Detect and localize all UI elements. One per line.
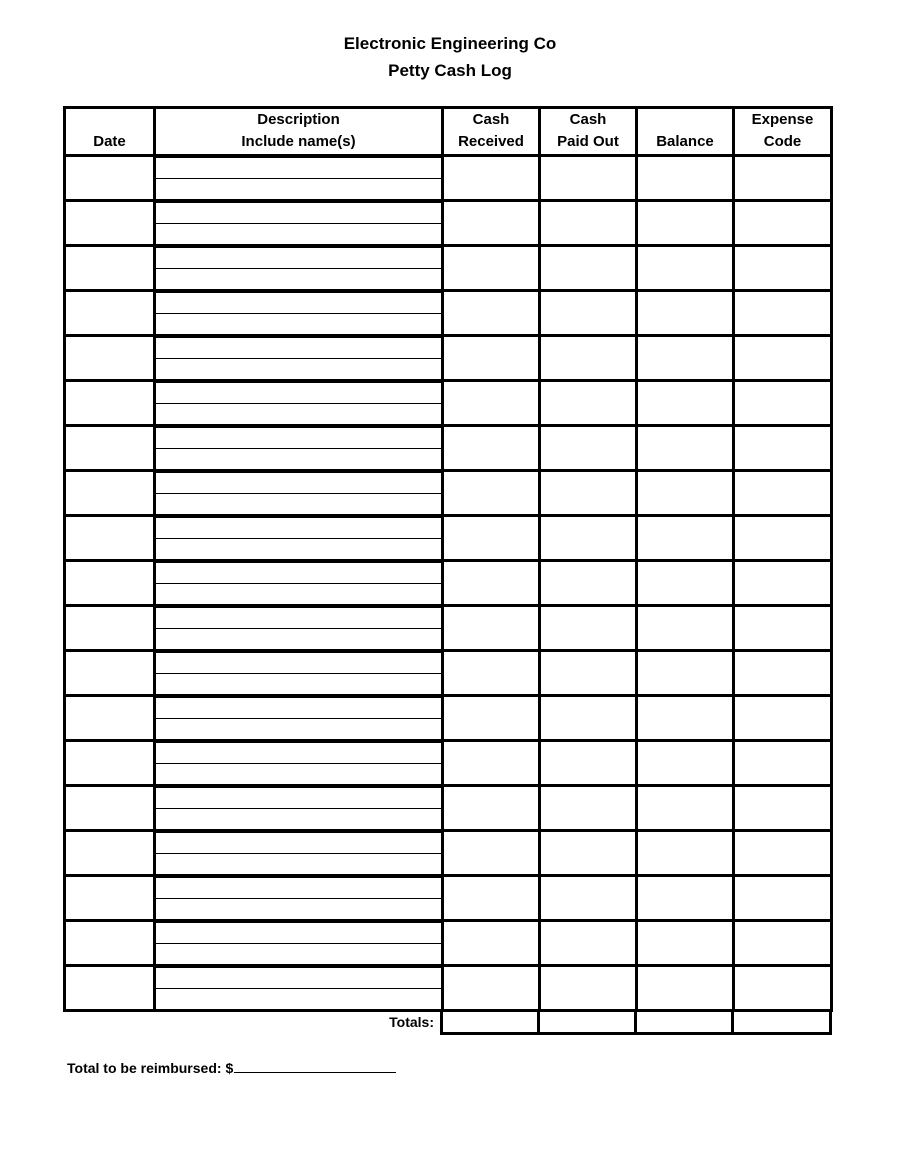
date-cell[interactable] — [65, 471, 155, 516]
table-row — [65, 561, 832, 606]
cash-paid-out-cell[interactable] — [540, 246, 637, 291]
header-expense-line2: Code — [763, 133, 802, 150]
description-cell[interactable] — [155, 561, 443, 606]
balance-cell[interactable] — [637, 246, 734, 291]
date-cell[interactable] — [65, 831, 155, 876]
balance-cell[interactable] — [637, 966, 734, 1011]
description-writing-line — [156, 247, 441, 248]
cash-received-cell[interactable] — [443, 516, 540, 561]
header-balance: Balance — [637, 108, 734, 156]
description-cell[interactable] — [155, 876, 443, 921]
description-writing-line — [156, 697, 441, 698]
description-writing-line — [156, 157, 441, 158]
balance-cell[interactable] — [637, 201, 734, 246]
table-row — [65, 201, 832, 246]
cash-paid-out-cell[interactable] — [540, 336, 637, 381]
cash-received-cell[interactable] — [443, 876, 540, 921]
date-cell[interactable] — [65, 921, 155, 966]
description-cell[interactable] — [155, 156, 443, 201]
date-cell[interactable] — [65, 246, 155, 291]
header-description — [155, 108, 443, 156]
cash-paid-out-cell[interactable] — [540, 561, 637, 606]
description-writing-line — [156, 472, 441, 473]
description-writing-line — [156, 358, 441, 359]
description-cell[interactable] — [155, 201, 443, 246]
log-body — [65, 156, 832, 1011]
expense-code-cell[interactable] — [734, 336, 832, 381]
header-row — [65, 108, 832, 156]
description-writing-line — [156, 382, 441, 383]
description-writing-line — [156, 313, 441, 314]
balance-cell[interactable] — [637, 786, 734, 831]
balance-cell[interactable] — [637, 426, 734, 471]
description-writing-line — [156, 763, 441, 764]
description-writing-line — [156, 832, 441, 833]
expense-code-cell[interactable] — [734, 606, 832, 651]
description-writing-line — [156, 517, 441, 518]
expense-code-cell[interactable] — [734, 921, 832, 966]
header-description-line2: Include name(s) — [241, 133, 356, 150]
cash-received-cell[interactable] — [443, 561, 540, 606]
cash-paid-out-cell[interactable] — [540, 606, 637, 651]
cash-received-cell[interactable] — [443, 246, 540, 291]
balance-cell[interactable] — [637, 471, 734, 516]
description-cell[interactable] — [155, 921, 443, 966]
description-writing-line — [156, 673, 441, 674]
cash-received-cell[interactable] — [443, 156, 540, 201]
date-cell[interactable] — [65, 426, 155, 471]
balance-cell[interactable] — [637, 651, 734, 696]
balance-cell[interactable] — [637, 741, 734, 786]
expense-code-cell[interactable] — [734, 246, 832, 291]
cash-paid-out-cell[interactable] — [540, 426, 637, 471]
cash-paid-out-cell[interactable] — [540, 966, 637, 1011]
table-row — [65, 696, 832, 741]
expense-code-cell[interactable] — [734, 471, 832, 516]
date-cell[interactable] — [65, 561, 155, 606]
description-writing-line — [156, 403, 441, 404]
cash-received-cell[interactable] — [443, 291, 540, 336]
cash-paid-out-cell[interactable] — [540, 156, 637, 201]
expense-code-cell[interactable] — [734, 651, 832, 696]
expense-code-cell[interactable] — [734, 516, 832, 561]
balance-cell[interactable] — [637, 561, 734, 606]
cash-received-cell[interactable] — [443, 336, 540, 381]
header-expense-code — [734, 108, 832, 156]
description-writing-line — [156, 337, 441, 338]
table-row — [65, 606, 832, 651]
description-writing-line — [156, 967, 441, 968]
description-cell[interactable] — [155, 696, 443, 741]
table-row — [65, 336, 832, 381]
description-writing-line — [156, 877, 441, 878]
date-cell[interactable] — [65, 786, 155, 831]
expense-code-cell[interactable] — [734, 156, 832, 201]
header-cash-received — [443, 108, 540, 156]
cash-paid-out-cell[interactable] — [540, 651, 637, 696]
description-cell[interactable] — [155, 651, 443, 696]
table-row — [65, 246, 832, 291]
date-cell[interactable] — [65, 741, 155, 786]
description-writing-line — [156, 448, 441, 449]
date-cell[interactable] — [65, 651, 155, 696]
expense-code-cell[interactable] — [734, 696, 832, 741]
description-writing-line — [156, 562, 441, 563]
header-cash-paid-out — [540, 108, 637, 156]
cash-received-cell[interactable] — [443, 381, 540, 426]
cash-paid-out-cell[interactable] — [540, 291, 637, 336]
description-cell[interactable] — [155, 606, 443, 651]
cash-received-cell[interactable] — [443, 831, 540, 876]
description-cell[interactable] — [155, 786, 443, 831]
description-writing-line — [156, 652, 441, 653]
description-writing-line — [156, 898, 441, 899]
expense-code-cell[interactable] — [734, 876, 832, 921]
table-row — [65, 966, 832, 1011]
balance-cell[interactable] — [637, 516, 734, 561]
cash-received-cell[interactable] — [443, 921, 540, 966]
description-writing-line — [156, 718, 441, 719]
cash-received-cell[interactable] — [443, 966, 540, 1011]
table-row — [65, 291, 832, 336]
expense-code-cell[interactable] — [734, 831, 832, 876]
table-row — [65, 741, 832, 786]
reimburse-line — [67, 1058, 396, 1076]
total-cash-received-field[interactable] — [442, 1010, 539, 1033]
header-expense-line1: Expense — [751, 111, 814, 128]
header-description-line1: Description — [257, 111, 340, 128]
date-cell[interactable] — [65, 966, 155, 1011]
description-writing-line — [156, 628, 441, 629]
description-writing-line — [156, 202, 441, 203]
reimburse-amount-field[interactable] — [234, 1058, 396, 1073]
header-date: Date — [65, 108, 155, 156]
description-writing-line — [156, 808, 441, 809]
cash-paid-out-cell[interactable] — [540, 696, 637, 741]
cash-received-cell[interactable] — [443, 606, 540, 651]
cash-paid-out-cell[interactable] — [540, 876, 637, 921]
balance-cell[interactable] — [637, 831, 734, 876]
balance-cell[interactable] — [637, 291, 734, 336]
description-cell[interactable] — [155, 291, 443, 336]
table-row — [65, 156, 832, 201]
header-cash-received-line1: Cash — [472, 111, 510, 128]
description-writing-line — [156, 988, 441, 989]
description-cell[interactable] — [155, 966, 443, 1011]
header-cash-received-line2: Received — [458, 133, 524, 150]
description-writing-line — [156, 787, 441, 788]
cash-received-cell[interactable] — [443, 651, 540, 696]
balance-cell[interactable] — [637, 921, 734, 966]
total-expense-code-field[interactable] — [733, 1010, 831, 1033]
description-writing-line — [156, 268, 441, 269]
date-cell[interactable] — [65, 291, 155, 336]
cash-paid-out-cell[interactable] — [540, 516, 637, 561]
total-cash-paid-out-field[interactable] — [539, 1010, 636, 1033]
totals-label: Totals: — [389, 1014, 434, 1030]
description-cell[interactable] — [155, 831, 443, 876]
date-cell[interactable] — [65, 336, 155, 381]
balance-cell[interactable] — [637, 876, 734, 921]
expense-code-cell[interactable] — [734, 786, 832, 831]
cash-paid-out-cell[interactable] — [540, 741, 637, 786]
table-row — [65, 426, 832, 471]
reimburse-label: Total to be reimbursed: — [67, 1060, 222, 1076]
cash-paid-out-cell[interactable] — [540, 471, 637, 516]
date-cell[interactable] — [65, 516, 155, 561]
table-row — [65, 876, 832, 921]
totals-row — [440, 1010, 832, 1035]
cash-received-cell[interactable] — [443, 786, 540, 831]
description-cell[interactable] — [155, 516, 443, 561]
expense-code-cell[interactable] — [734, 381, 832, 426]
description-writing-line — [156, 922, 441, 923]
description-cell[interactable] — [155, 426, 443, 471]
description-cell[interactable] — [155, 381, 443, 426]
table-row — [65, 381, 832, 426]
cash-received-cell[interactable] — [443, 201, 540, 246]
description-writing-line — [156, 607, 441, 608]
balance-cell[interactable] — [637, 696, 734, 741]
balance-cell[interactable] — [637, 381, 734, 426]
description-cell[interactable] — [155, 246, 443, 291]
document-title: Petty Cash Log — [388, 61, 512, 80]
description-cell[interactable] — [155, 741, 443, 786]
cash-received-cell[interactable] — [443, 741, 540, 786]
balance-cell[interactable] — [637, 336, 734, 381]
cash-paid-out-cell[interactable] — [540, 201, 637, 246]
expense-code-cell[interactable] — [734, 561, 832, 606]
total-balance-field[interactable] — [636, 1010, 733, 1033]
description-writing-line — [156, 223, 441, 224]
cash-received-cell[interactable] — [443, 471, 540, 516]
date-cell[interactable] — [65, 606, 155, 651]
cash-paid-out-cell[interactable] — [540, 831, 637, 876]
description-writing-line — [156, 583, 441, 584]
expense-code-cell[interactable] — [734, 741, 832, 786]
date-cell[interactable] — [65, 696, 155, 741]
description-writing-line — [156, 853, 441, 854]
description-writing-line — [156, 292, 441, 293]
description-writing-line — [156, 943, 441, 944]
table-row — [65, 831, 832, 876]
cash-paid-out-cell[interactable] — [540, 381, 637, 426]
date-cell[interactable] — [65, 156, 155, 201]
expense-code-cell[interactable] — [734, 426, 832, 471]
cash-paid-out-cell[interactable] — [540, 921, 637, 966]
balance-cell[interactable] — [637, 606, 734, 651]
cash-received-cell[interactable] — [443, 426, 540, 471]
description-writing-line — [156, 178, 441, 179]
expense-code-cell[interactable] — [734, 966, 832, 1011]
petty-cash-table — [63, 106, 833, 1012]
date-cell[interactable] — [65, 876, 155, 921]
header-cash-paid-line2: Paid Out — [557, 133, 619, 150]
table-row — [65, 651, 832, 696]
description-cell[interactable] — [155, 336, 443, 381]
cash-received-cell[interactable] — [443, 696, 540, 741]
balance-cell[interactable] — [637, 156, 734, 201]
table-row — [65, 516, 832, 561]
date-cell[interactable] — [65, 381, 155, 426]
date-cell[interactable] — [65, 201, 155, 246]
expense-code-cell[interactable] — [734, 291, 832, 336]
table-row — [65, 921, 832, 966]
description-writing-line — [156, 742, 441, 743]
description-writing-line — [156, 427, 441, 428]
header-cash-paid-line1: Cash — [569, 111, 607, 128]
table-row — [65, 471, 832, 516]
currency-symbol: $ — [225, 1060, 234, 1076]
description-writing-line — [156, 538, 441, 539]
cash-paid-out-cell[interactable] — [540, 786, 637, 831]
table-row — [65, 786, 832, 831]
description-writing-line — [156, 493, 441, 494]
description-cell[interactable] — [155, 471, 443, 516]
expense-code-cell[interactable] — [734, 201, 832, 246]
company-name: Electronic Engineering Co — [343, 34, 557, 53]
